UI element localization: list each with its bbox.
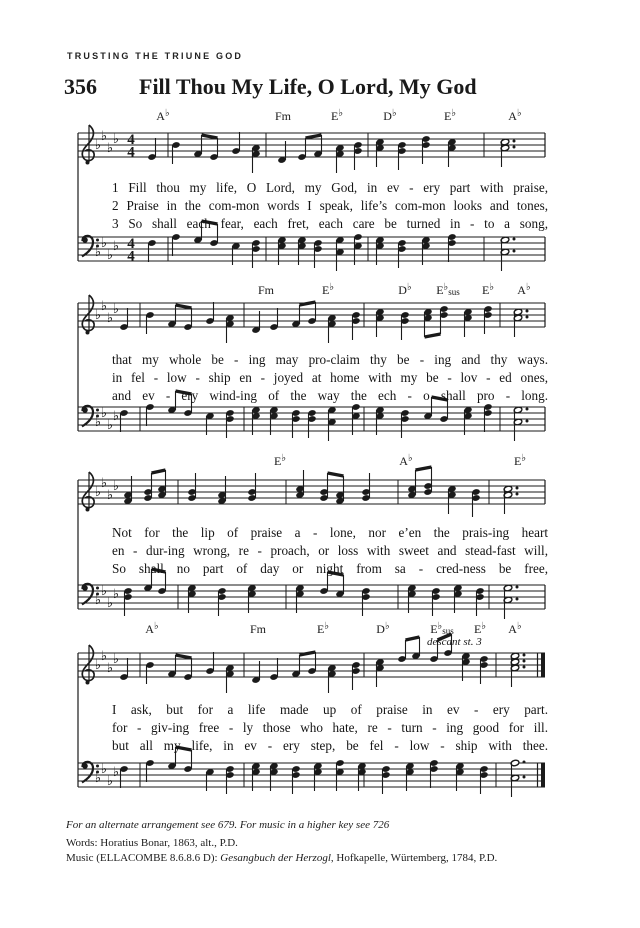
flat-sign: ♭ [451,108,457,119]
svg-text:4: 4 [127,236,135,252]
svg-text:♭: ♭ [94,244,102,259]
svg-text:4: 4 [127,132,135,148]
alternate-arrangement-note: For an alternate arrangement see 679. For music in a higher key see 726 [66,819,390,831]
flat-sign: ♭ [329,282,335,293]
flat-sign: ♭ [384,621,390,632]
lyrics-line: I ask, but for a life made up of praise in ev - ery part. [112,702,548,717]
flat-sign: ♭ [516,621,522,632]
hymn-number: 356 [64,74,97,99]
lyrics-line: for - giv-ing free - ly those who hate, re - turn - ing good for ill. [112,720,548,735]
lyrics-line: and ev - ery wind-ing of the way the ech - o shall pro - long. [112,388,548,403]
svg-text:♭: ♭ [112,131,120,146]
svg-text:♭: ♭ [112,301,120,316]
lyrics-line: that my whole be - ing may pro-claim thy be - ing and thy ways. [112,352,548,367]
chord-symbol: Fm [249,622,267,636]
chord-symbol: E♭sus [436,282,460,297]
svg-text:♭: ♭ [100,761,108,776]
svg-text:♭: ♭ [94,414,102,429]
flat-sign: ♭ [521,453,527,464]
flat-sign: ♭ [406,282,412,293]
lyrics-line: in fel - low - ship en - joyed at home with my be - lov - ed ones, [112,370,548,385]
flat-sign: ♭ [443,282,449,293]
svg-text:♭: ♭ [106,310,114,325]
chord-symbol: E♭ [443,108,457,123]
chord-symbol: A♭ [508,621,522,636]
lyrics-line: 1 Fill thou my life, O Lord, my God, in ev - ery part with praise, [112,180,548,195]
svg-text:♭: ♭ [112,478,120,493]
chord-symbol: A♭ [517,282,531,297]
svg-text:♭: ♭ [94,484,102,499]
flat-sign: ♭ [525,282,531,293]
svg-text:4: 4 [127,144,135,161]
chord-symbol: D♭ [383,108,397,123]
chord-symbol: A♭ [145,621,159,636]
svg-text:♭: ♭ [100,235,108,250]
svg-text:4: 4 [127,248,135,265]
flat-sign: ♭ [391,108,397,119]
music-credit [66,852,497,864]
lyrics-line: So shall no part of day or night from sa - cred-ness be free, [112,561,548,576]
svg-text:♭: ♭ [94,592,102,607]
svg-text:♭: ♭ [106,487,114,502]
flat-sign: ♭ [153,621,159,632]
section-heading: TRUSTING THE TRIUNE GOD [67,51,244,61]
lyrics-line: 3 So shall each fear, each fret, each care be turned in - to a song, [112,216,548,231]
svg-text:♭: ♭ [106,247,114,262]
svg-text:♭: ♭ [106,140,114,155]
svg-text:♭: ♭ [112,764,120,779]
svg-text:♭: ♭ [94,307,102,322]
svg-text:♭: ♭ [100,583,108,598]
chord-symbol: Fm [257,283,275,297]
svg-text:♭: ♭ [94,657,102,672]
lyrics-line: 2 Praise in the com-mon words I speak, life’s com-mon looks and tones, [112,198,548,213]
chord-symbol: E♭ [481,282,495,297]
music-credit-suffix: , Hofkapelle, Würtemberg, 1784, P.D. [330,852,498,864]
svg-text:♭: ♭ [106,417,114,432]
svg-text:♭: ♭ [100,298,108,313]
flat-sign: ♭ [489,282,495,293]
flat-sign: ♭ [338,108,344,119]
hymn-title: Fill Thou My Life, O Lord, My God [139,74,477,99]
chord-symbol: D♭ [398,282,412,297]
flat-sign: ♭ [281,453,287,464]
svg-text:♭: ♭ [106,773,114,788]
lyrics-line: but all my life, in ev - ery step, be fel - low - ship with thee. [112,738,548,753]
svg-text:♭: ♭ [100,128,108,143]
chord-symbol: E♭ [273,453,287,468]
svg-text:♭: ♭ [94,770,102,785]
svg-text:♭: ♭ [94,137,102,152]
chord-symbol: E♭ [513,453,527,468]
music-credit-source: Gesangbuch der Herzogl [220,852,331,864]
svg-text:♭: ♭ [100,648,108,663]
chord-symbol: E♭ [473,621,487,636]
svg-text:♭: ♭ [106,595,114,610]
chord-symbol: A♭ [156,108,170,123]
svg-text:♭: ♭ [100,405,108,420]
words-credit: Words: Horatius Bonar, 1863, alt., P.D. [66,837,238,849]
svg-text:♭: ♭ [106,660,114,675]
flat-sign: ♭ [324,621,330,632]
svg-text:♭: ♭ [100,475,108,490]
chord-symbol: E♭ [330,108,344,123]
chord-symbol: E♭ [316,621,330,636]
flat-sign: ♭ [407,453,413,464]
music-credit-prefix: Music (ELLACOMBE 8.6.8.6 D): [66,852,221,864]
flat-sign: ♭ [516,108,522,119]
flat-sign: ♭ [481,621,487,632]
lyrics-line: en - dur-ing wrong, re - proach, or loss with sweet and stead-fast will, [112,543,548,558]
svg-text:♭: ♭ [112,408,120,423]
flat-sign: ♭ [164,108,170,119]
chord-symbol: A♭ [508,108,522,123]
flat-sign: ♭ [437,621,443,632]
descant-annotation: descant st. 3 [427,636,482,648]
svg-text:♭: ♭ [112,651,120,666]
svg-text:♭: ♭ [112,238,120,253]
chord-symbol: D♭ [376,621,390,636]
lyrics-line: Not for the lip of praise a - lone, nor e’en the prais-ing heart [112,525,548,540]
chord-symbol: Fm [274,109,292,123]
chord-symbol: E♭sus [430,621,454,636]
chord-symbol: E♭ [321,282,335,297]
chord-symbol: A♭ [399,453,413,468]
svg-text:♭: ♭ [112,586,120,601]
